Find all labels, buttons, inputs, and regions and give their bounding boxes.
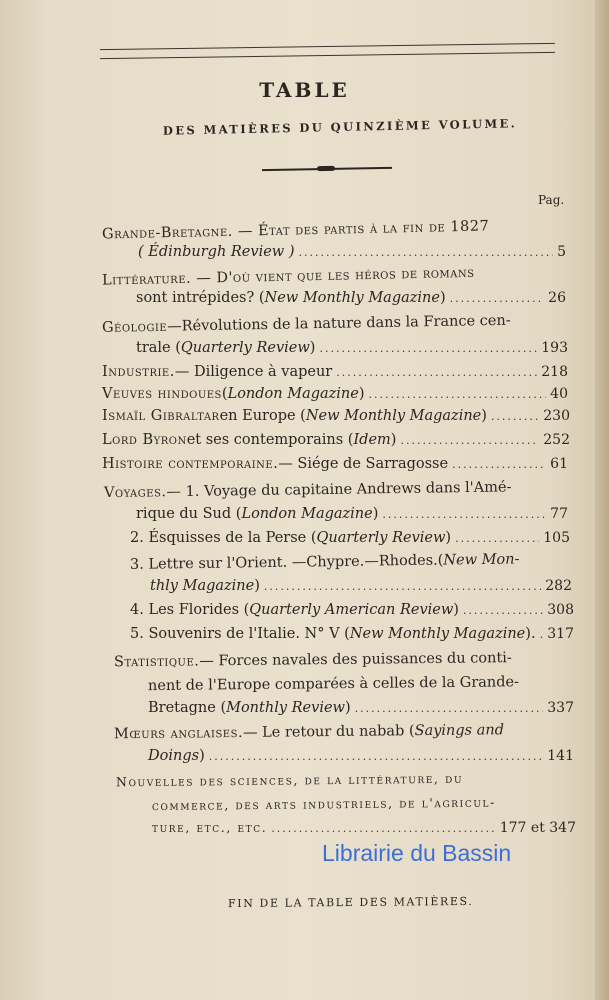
toc-line: Bretagne ( Monthly Review ) ..... 337 <box>148 698 574 720</box>
toc-line: Nouvelles des sciences, de la littérature, du <box>115 770 464 790</box>
toc-line: ( Édinburgh Review ) ..... 5 <box>138 242 566 264</box>
toc-line: Littérature. — D'où vient que les héros de romans <box>101 264 475 289</box>
toc-line: 2. Ésquisses de la Perse ( Quarterly Review ) ..... 105 <box>130 528 570 550</box>
toc-line: sont intrépides? ( New Monthly Magazine ) ..... 26 <box>136 288 566 310</box>
toc-line: rique du Sud ( London Magazine ) ..... 77 <box>136 504 568 526</box>
toc-line: 3. Lettre sur l'Orient. —Chypre.—Rhodes.( New Mon- <box>129 551 520 573</box>
toc-line: thly Magazine ) ..... 282 <box>150 576 572 598</box>
toc-line: 5. Souvenirs de l'Italie. N° V ( New Monthly Magazine ). ..... 317 <box>130 624 574 646</box>
toc-line: Voyages. — 1. Voyage du capitaine Andrews dans l'Amé- <box>103 479 512 502</box>
end-of-table-note: FIN DE LA TABLE DES MATIÈRES. <box>227 894 474 911</box>
toc-line: Veuves hindoues ( London Magazine ) ..... 40 <box>102 384 568 406</box>
page-column-label: Pag. <box>538 193 565 207</box>
watermark-text: Librairie du Bassin <box>322 840 512 866</box>
toc-line: Mœurs anglaises. — Le retour du nabab ( Sayings and <box>113 722 505 743</box>
toc-line: Géologie —Révolutions de la nature dans la France cen- <box>101 312 511 336</box>
toc-line: Ismaïl Gibraltar en Europe ( New Monthly Magazine ) ..... 230 <box>102 406 570 428</box>
toc-line: Histoire contemporaine. — Siége de Sarragosse ..... 61 <box>102 454 568 476</box>
toc-line: ture, etc., etc. ..... 177 et 347 <box>152 818 576 840</box>
toc-line: nent de l'Europe comparées à celles de la Grande- <box>147 674 520 695</box>
toc-line: Grande-Bretagne. — État des partis à la fin de 1827 <box>101 218 490 243</box>
toc-line: Industrie. — Diligence à vapeur ..... 218 <box>102 362 568 384</box>
page-subtitle: DES MATIÈRES DU QUINZIÈME VOLUME. <box>162 116 518 138</box>
toc-line: Lord Byron et ses contemporains ( Idem ) ..... 252 <box>102 430 570 452</box>
toc-line: trale ( Quarterly Review ) ..... 193 <box>136 338 568 360</box>
toc-line: 4. Les Florides ( Quarterly American Review ) ..... 308 <box>130 600 574 622</box>
toc-line: commerce, des arts industriels, de l'agricul- <box>151 794 496 814</box>
toc-line: Doings ) ..... 141 <box>148 746 574 768</box>
toc-line: Statistique. — Forces navales des puissances du conti- <box>113 650 512 671</box>
page-title: TABLE <box>259 78 350 102</box>
